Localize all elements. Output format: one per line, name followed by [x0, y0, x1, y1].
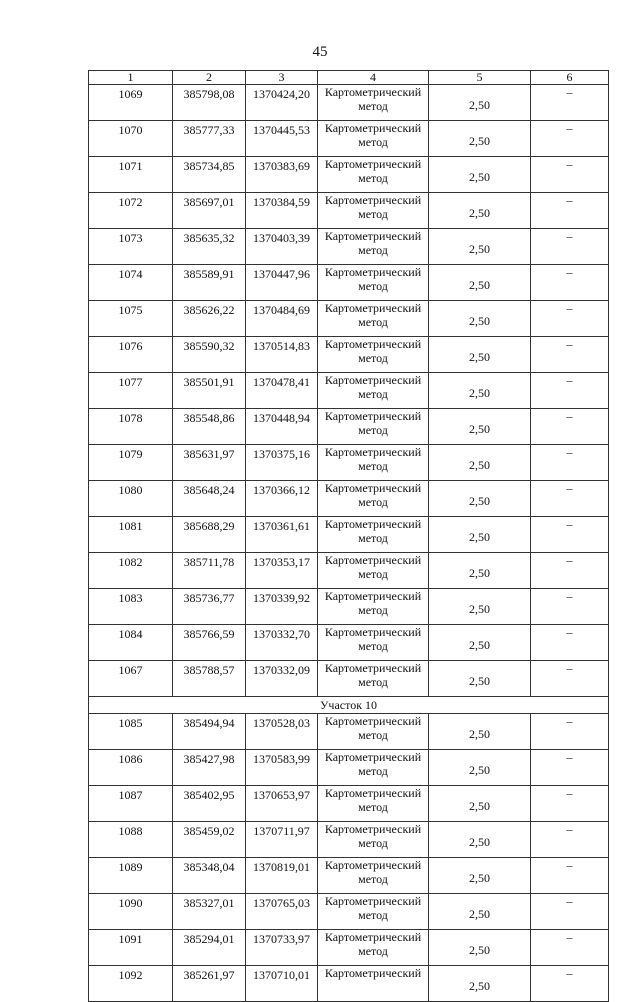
y-coordinate-cell: 1370339,92 [246, 589, 318, 625]
note-cell: – [531, 193, 609, 229]
column-header: 4 [318, 71, 429, 85]
method-cell [318, 822, 429, 858]
note-cell: – [531, 858, 609, 894]
accuracy-cell: 2,50 [429, 373, 531, 409]
section-label: Участок 10 [89, 697, 609, 714]
x-coordinate-cell: 385766,59 [173, 625, 246, 661]
table-row [89, 661, 609, 697]
y-coordinate-cell: 1370514,83 [246, 337, 318, 373]
x-coordinate-cell: 385589,91 [173, 265, 246, 301]
method-cell [318, 714, 429, 750]
method-line-1: Картометрический [324, 121, 422, 135]
method-line-2: метод [358, 387, 388, 401]
accuracy-cell: 2,50 [429, 121, 531, 157]
y-coordinate-cell: 1370375,16 [246, 445, 318, 481]
method-cell [318, 445, 429, 481]
section-header-row [89, 697, 609, 714]
note-cell: – [531, 750, 609, 786]
method-cell [318, 553, 429, 589]
method-line-1: Картометрический [324, 589, 422, 603]
table-row [89, 229, 609, 265]
y-coordinate-cell: 1370819,01 [246, 858, 318, 894]
table-row [89, 121, 609, 157]
note-cell: – [531, 661, 609, 697]
x-coordinate-cell: 385459,02 [173, 822, 246, 858]
note-cell: – [531, 445, 609, 481]
note-cell: – [531, 337, 609, 373]
method-cell [318, 517, 429, 553]
y-coordinate-cell: 1370710,01 [246, 966, 318, 1002]
table-header-row [89, 71, 609, 85]
method-line-2: метод [358, 279, 388, 293]
note-cell: – [531, 822, 609, 858]
point-number-cell: 1075 [89, 301, 173, 337]
method-cell [318, 157, 429, 193]
x-coordinate-cell: 385798,08 [173, 85, 246, 121]
method-line-2: метод [358, 99, 388, 113]
method-cell [318, 589, 429, 625]
method-line-1: Картометрический [324, 786, 422, 800]
x-coordinate-cell: 385777,33 [173, 121, 246, 157]
method-line-1: Картометрический [324, 481, 422, 495]
method-line-2: метод [358, 351, 388, 365]
point-number-cell: 1083 [89, 589, 173, 625]
point-number-cell: 1077 [89, 373, 173, 409]
point-number-cell: 1079 [89, 445, 173, 481]
method-cell [318, 930, 429, 966]
accuracy-cell: 2,50 [429, 445, 531, 481]
method-line-2: метод [358, 567, 388, 581]
x-coordinate-cell: 385327,01 [173, 894, 246, 930]
method-cell [318, 661, 429, 697]
method-line-1: Картометрический [324, 714, 422, 728]
method-line-2: метод [358, 639, 388, 653]
method-cell [318, 265, 429, 301]
method-line-1: Картометрический [324, 229, 422, 243]
note-cell: – [531, 589, 609, 625]
note-cell: – [531, 229, 609, 265]
point-number-cell: 1080 [89, 481, 173, 517]
y-coordinate-cell: 1370445,53 [246, 121, 318, 157]
note-cell: – [531, 85, 609, 121]
method-line-1: Картометрический [324, 157, 422, 171]
method-cell [318, 409, 429, 445]
accuracy-cell: 2,50 [429, 894, 531, 930]
point-number-cell: 1082 [89, 553, 173, 589]
point-number-cell: 1067 [89, 661, 173, 697]
method-cell [318, 858, 429, 894]
x-coordinate-cell: 385501,91 [173, 373, 246, 409]
x-coordinate-cell: 385736,77 [173, 589, 246, 625]
method-line-2: метод [358, 908, 388, 922]
accuracy-cell: 2,50 [429, 265, 531, 301]
method-line-2: метод [358, 135, 388, 149]
y-coordinate-cell: 1370383,69 [246, 157, 318, 193]
point-number-cell: 1085 [89, 714, 173, 750]
y-coordinate-cell: 1370361,61 [246, 517, 318, 553]
note-cell: – [531, 121, 609, 157]
method-cell [318, 894, 429, 930]
y-coordinate-cell: 1370528,03 [246, 714, 318, 750]
point-number-cell: 1086 [89, 750, 173, 786]
method-line-1: Картометрический [324, 409, 422, 423]
y-coordinate-cell: 1370366,12 [246, 481, 318, 517]
x-coordinate-cell: 385711,78 [173, 553, 246, 589]
method-cell [318, 121, 429, 157]
method-line-2: метод [358, 243, 388, 257]
point-number-cell: 1078 [89, 409, 173, 445]
method-line-1: Картометрический [324, 301, 422, 315]
method-line-1: Картометрический [324, 858, 422, 872]
point-number-cell: 1081 [89, 517, 173, 553]
method-line-2: метод [358, 800, 388, 814]
x-coordinate-cell: 385734,85 [173, 157, 246, 193]
note-cell: – [531, 481, 609, 517]
method-line-1: Картометрический [324, 85, 422, 99]
accuracy-cell: 2,50 [429, 337, 531, 373]
accuracy-cell: 2,50 [429, 966, 531, 1002]
x-coordinate-cell: 385348,04 [173, 858, 246, 894]
accuracy-cell: 2,50 [429, 85, 531, 121]
point-number-cell: 1076 [89, 337, 173, 373]
method-cell [318, 301, 429, 337]
y-coordinate-cell: 1370765,03 [246, 894, 318, 930]
point-number-cell: 1073 [89, 229, 173, 265]
x-coordinate-cell: 385688,29 [173, 517, 246, 553]
x-coordinate-cell: 385402,95 [173, 786, 246, 822]
y-coordinate-cell: 1370332,09 [246, 661, 318, 697]
accuracy-cell: 2,50 [429, 409, 531, 445]
note-cell: – [531, 930, 609, 966]
accuracy-cell: 2,50 [429, 193, 531, 229]
method-line-1: Картометрический [324, 193, 422, 207]
method-line-2: метод [358, 836, 388, 850]
y-coordinate-cell: 1370448,94 [246, 409, 318, 445]
table-row [89, 481, 609, 517]
column-header: 1 [89, 71, 173, 85]
method-cell [318, 625, 429, 661]
table-row [89, 265, 609, 301]
table-row [89, 517, 609, 553]
method-cell [318, 966, 429, 1002]
table-row [89, 966, 609, 1002]
column-header: 3 [246, 71, 318, 85]
y-coordinate-cell: 1370403,39 [246, 229, 318, 265]
x-coordinate-cell: 385648,24 [173, 481, 246, 517]
column-header: 5 [429, 71, 531, 85]
method-cell [318, 85, 429, 121]
x-coordinate-cell: 385635,32 [173, 229, 246, 265]
method-line-1: Картометрический [324, 625, 422, 639]
y-coordinate-cell: 1370332,70 [246, 625, 318, 661]
y-coordinate-cell: 1370447,96 [246, 265, 318, 301]
y-coordinate-cell: 1370653,97 [246, 786, 318, 822]
x-coordinate-cell: 385548,86 [173, 409, 246, 445]
point-number-cell: 1089 [89, 858, 173, 894]
accuracy-cell: 2,50 [429, 625, 531, 661]
table-row [89, 714, 609, 750]
table-row [89, 409, 609, 445]
y-coordinate-cell: 1370733,97 [246, 930, 318, 966]
table-row [89, 822, 609, 858]
accuracy-cell: 2,50 [429, 229, 531, 265]
accuracy-cell: 2,50 [429, 589, 531, 625]
method-line-2: метод [358, 459, 388, 473]
accuracy-cell: 2,50 [429, 517, 531, 553]
method-cell [318, 373, 429, 409]
accuracy-cell: 2,50 [429, 750, 531, 786]
method-cell [318, 229, 429, 265]
note-cell: – [531, 265, 609, 301]
method-line-2: метод [358, 423, 388, 437]
note-cell: – [531, 894, 609, 930]
x-coordinate-cell: 385631,97 [173, 445, 246, 481]
method-line-2: метод [358, 728, 388, 742]
table-row [89, 85, 609, 121]
y-coordinate-cell: 1370424,20 [246, 85, 318, 121]
table-row [89, 858, 609, 894]
method-line-2: метод [358, 171, 388, 185]
method-line-1: Картометрический [324, 894, 422, 908]
method-line-1: Картометрический [324, 337, 422, 351]
method-line-2: метод [358, 495, 388, 509]
method-line-2: метод [358, 531, 388, 545]
note-cell: – [531, 157, 609, 193]
y-coordinate-cell: 1370384,59 [246, 193, 318, 229]
note-cell: – [531, 409, 609, 445]
table-row [89, 625, 609, 661]
table-body-part-1 [89, 85, 609, 697]
point-number-cell: 1069 [89, 85, 173, 121]
point-number-cell: 1087 [89, 786, 173, 822]
accuracy-cell: 2,50 [429, 661, 531, 697]
table-row [89, 589, 609, 625]
x-coordinate-cell: 385590,32 [173, 337, 246, 373]
point-number-cell: 1088 [89, 822, 173, 858]
point-number-cell: 1071 [89, 157, 173, 193]
x-coordinate-cell: 385626,22 [173, 301, 246, 337]
page-number: 45 [312, 44, 328, 60]
point-number-cell: 1090 [89, 894, 173, 930]
table-row [89, 750, 609, 786]
accuracy-cell: 2,50 [429, 714, 531, 750]
method-line-2: метод [358, 207, 388, 221]
column-header: 2 [173, 71, 246, 85]
method-line-1: Картометрический [324, 750, 422, 764]
note-cell: – [531, 553, 609, 589]
method-line-1: Картометрический [324, 265, 422, 279]
method-line-1: Картометрический [324, 445, 422, 459]
method-line-1: Картометрический [324, 822, 422, 836]
accuracy-cell: 2,50 [429, 157, 531, 193]
note-cell: – [531, 966, 609, 1002]
point-number-cell: 1074 [89, 265, 173, 301]
point-number-cell: 1091 [89, 930, 173, 966]
note-cell: – [531, 714, 609, 750]
method-line-1: Картометрический [324, 553, 422, 567]
y-coordinate-cell: 1370583,99 [246, 750, 318, 786]
method-line-1: Картометрический [324, 930, 422, 944]
point-number-cell: 1070 [89, 121, 173, 157]
accuracy-cell: 2,50 [429, 822, 531, 858]
note-cell: – [531, 625, 609, 661]
table-row [89, 157, 609, 193]
note-cell: – [531, 786, 609, 822]
y-coordinate-cell: 1370478,41 [246, 373, 318, 409]
x-coordinate-cell: 385294,01 [173, 930, 246, 966]
method-cell [318, 193, 429, 229]
x-coordinate-cell: 385788,57 [173, 661, 246, 697]
method-line-2: метод [358, 872, 388, 886]
point-number-cell: 1072 [89, 193, 173, 229]
table-row [89, 553, 609, 589]
method-line-2: метод [358, 675, 388, 689]
table-row [89, 373, 609, 409]
table-row [89, 930, 609, 966]
point-number-cell: 1084 [89, 625, 173, 661]
method-line-2: метод [358, 315, 388, 329]
table-row [89, 786, 609, 822]
accuracy-cell: 2,50 [429, 786, 531, 822]
method-line-2: метод [358, 944, 388, 958]
method-cell [318, 786, 429, 822]
table-row [89, 894, 609, 930]
accuracy-cell: 2,50 [429, 301, 531, 337]
y-coordinate-cell: 1370353,17 [246, 553, 318, 589]
x-coordinate-cell: 385427,98 [173, 750, 246, 786]
y-coordinate-cell: 1370484,69 [246, 301, 318, 337]
note-cell: – [531, 373, 609, 409]
accuracy-cell: 2,50 [429, 481, 531, 517]
point-number-cell: 1092 [89, 966, 173, 1002]
method-cell [318, 481, 429, 517]
method-line-1: Картометрический [324, 966, 422, 980]
method-line-1: Картометрический [324, 517, 422, 531]
method-line-1: Картометрический [324, 661, 422, 675]
method-line-1: Картометрический [324, 373, 422, 387]
method-cell [318, 750, 429, 786]
accuracy-cell: 2,50 [429, 858, 531, 894]
coordinates-table [88, 70, 609, 1002]
accuracy-cell: 2,50 [429, 553, 531, 589]
note-cell: – [531, 301, 609, 337]
table-row [89, 301, 609, 337]
method-line-2: метод [358, 603, 388, 617]
table-row [89, 337, 609, 373]
x-coordinate-cell: 385494,94 [173, 714, 246, 750]
x-coordinate-cell: 385697,01 [173, 193, 246, 229]
method-cell [318, 337, 429, 373]
accuracy-cell: 2,50 [429, 930, 531, 966]
note-cell: – [531, 517, 609, 553]
y-coordinate-cell: 1370711,97 [246, 822, 318, 858]
table-row [89, 445, 609, 481]
column-header: 6 [531, 71, 609, 85]
method-line-2: метод [358, 764, 388, 778]
x-coordinate-cell: 385261,97 [173, 966, 246, 1002]
table-row [89, 193, 609, 229]
table-body-part-2 [89, 714, 609, 1002]
table-section [89, 697, 609, 714]
